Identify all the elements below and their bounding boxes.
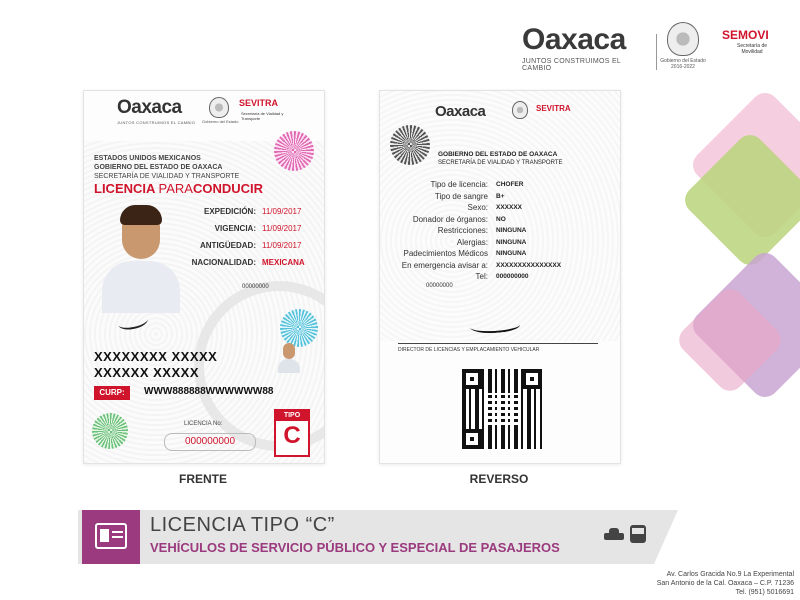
field-value: MEXICANA (262, 258, 305, 267)
info-value: 000000000 (496, 273, 529, 281)
bus-window (632, 528, 644, 534)
info-value: CHOFER (496, 181, 524, 189)
header-logo-oaxaca (522, 24, 652, 74)
band-icon-box (82, 510, 140, 564)
license-front-card (83, 90, 325, 464)
front-state: GOBIERNO DEL ESTADO DE OAXACA (94, 164, 223, 171)
info-label: Tipo de licencia: (430, 180, 488, 190)
id-card-photo (100, 529, 109, 542)
tipo-badge-label: TIPO (276, 411, 308, 421)
info-value: XXXXXX (496, 204, 523, 212)
green-rosette-icon (92, 413, 128, 449)
field-label: VIGENCIA: (214, 224, 256, 233)
id-card-line (112, 531, 123, 533)
front-secretariat: SECRETARÍA DE VIALIDAD Y TRANSPORTE (94, 173, 240, 180)
info-row (390, 191, 620, 203)
back-state: GOBIERNO DEL ESTADO DE OAXACA (438, 151, 558, 158)
info-row (390, 214, 620, 226)
front-license-title (94, 181, 263, 196)
signature-line (398, 343, 598, 344)
band-title: LICENCIA TIPO “C” (150, 514, 335, 536)
back-sevitra-logo: SEVITRA (536, 104, 571, 113)
info-row (390, 202, 620, 214)
front-sevitra-caption: Secretaría de Vialidad y Transporte (241, 111, 284, 121)
front-country: ESTADOS UNIDOS MEXICANOS (94, 155, 201, 162)
qr-noise (486, 393, 518, 425)
front-gov-caption: Gobierno del Estado (202, 119, 239, 124)
info-label: Sexo: (467, 203, 488, 213)
info-label: Donador de órganos: (412, 214, 488, 224)
field-row (184, 203, 324, 220)
field-value: 11/09/2017 (262, 207, 302, 216)
taxi-icon (604, 528, 624, 542)
front-tagline: JUNTOS CONSTRUIMOS EL CAMBIO (117, 120, 196, 125)
brand-wordmark: Oaxaca (522, 23, 626, 56)
info-row (390, 271, 620, 283)
back-small-number: 00000000 (426, 283, 453, 289)
brand-tagline: JUNTOS CONSTRUIMOS EL CAMBIO (522, 58, 621, 72)
portrait-shirt (102, 261, 180, 313)
tipo-badge-value: C (283, 422, 301, 449)
info-row (390, 260, 620, 272)
dark-rosette-icon (390, 125, 430, 165)
band-subtitle: VEHÍCULOS DE SERVICIO PÚBLICO Y ESPECIAL DE PASAJEROS (150, 540, 560, 555)
title-conducir: CONDUCIR (192, 181, 264, 196)
field-value: 11/09/2017 (262, 224, 302, 233)
bus-icon (630, 525, 646, 543)
info-row (390, 248, 620, 260)
field-row (184, 237, 324, 254)
info-row (390, 237, 620, 249)
photo-number: 00000000 (242, 284, 269, 290)
id-card-line (112, 536, 123, 538)
info-row (390, 225, 620, 237)
info-label: Alergias: (456, 237, 488, 247)
qr-finder-top-right (522, 369, 542, 389)
qr-finder-bottom-left (462, 429, 482, 449)
info-row (390, 179, 620, 191)
curp-value: WWW888888WWWWWW88 (144, 386, 274, 397)
title-para: PARA (158, 181, 193, 196)
info-value: NINGUNA (496, 250, 527, 258)
portrait-hair (120, 205, 162, 225)
back-info-table (390, 179, 620, 283)
holder-name-line2: XXXXXX XXXXX (94, 365, 199, 380)
footer-line2: San Antonio de la Cal. Oaxaca – C.P. 71236 (656, 580, 794, 587)
title-licencia: LICENCIA (94, 181, 155, 196)
holder-name-line1: XXXXXXXX XXXXX (94, 349, 218, 364)
curp-label: CURP: (94, 386, 130, 400)
info-value: NINGUNA (496, 227, 527, 235)
field-value: 11/09/2017 (262, 241, 302, 250)
field-label: NACIONALIDAD: (191, 258, 256, 267)
field-row (184, 220, 324, 237)
back-secretariat: SECRETARÍA DE VIALIDAD Y TRANSPORTE (438, 160, 563, 166)
front-brand-wordmark: Oaxaca (117, 97, 182, 118)
info-label: Restricciones: (437, 226, 488, 236)
field-row (184, 254, 324, 271)
front-caption: FRENTE (179, 472, 227, 486)
info-label: Padecimientos Médicos (403, 249, 488, 259)
info-label: En emergencia avisar a: (401, 260, 488, 270)
field-label: ANTIGÜEDAD: (200, 241, 256, 250)
taxi-body (604, 533, 624, 540)
portrait-photo (98, 201, 184, 313)
id-card-icon (95, 523, 127, 549)
small-portrait-head (283, 343, 295, 359)
back-brand-wordmark: Oaxaca (435, 103, 486, 120)
front-sevitra-logo: SEVITRA (239, 98, 279, 108)
qr-code (462, 369, 542, 449)
license-back-card (379, 90, 621, 464)
state-seal-icon (667, 22, 699, 56)
footer-line3: Tel. (951) 5016691 (735, 589, 794, 596)
back-caption: REVERSO (469, 472, 529, 486)
semovi-caption: Secretaría de Movilidad (736, 43, 768, 55)
director-caption: DIRECTOR DE LICENCIAS Y EMPLACAMIENTO VEHICULAR (398, 347, 540, 353)
info-value: XXXXXXXXXXXXXXX (496, 261, 562, 269)
info-label: Tipo de sangre (434, 191, 488, 201)
small-portrait-photo (276, 341, 302, 373)
license-no-label: LICENCIA No: (184, 421, 223, 427)
pink-rosette-icon (274, 131, 314, 171)
footer-line1: Av. Carlos Gracida No.9 La Experimental (666, 571, 794, 578)
info-value: B+ (496, 192, 505, 200)
tipo-badge (274, 409, 310, 457)
header-divider (656, 34, 657, 70)
semovi-logo: SEMOVI (722, 28, 769, 42)
qr-finder-top-left (462, 369, 482, 389)
license-no-value: 000000000 (164, 433, 256, 451)
front-fields (184, 203, 324, 271)
small-portrait-shirt (278, 359, 300, 373)
footer-address (657, 570, 794, 597)
front-seal-icon (209, 97, 229, 118)
gov-caption: Gobierno del Estado 2016-2022 (660, 58, 706, 70)
info-label: Tel: (475, 272, 488, 282)
field-label: EXPEDICIÓN: (203, 207, 256, 216)
info-value: NINGUNA (496, 238, 527, 246)
back-seal-icon (512, 101, 528, 119)
info-value: NO (496, 215, 506, 223)
